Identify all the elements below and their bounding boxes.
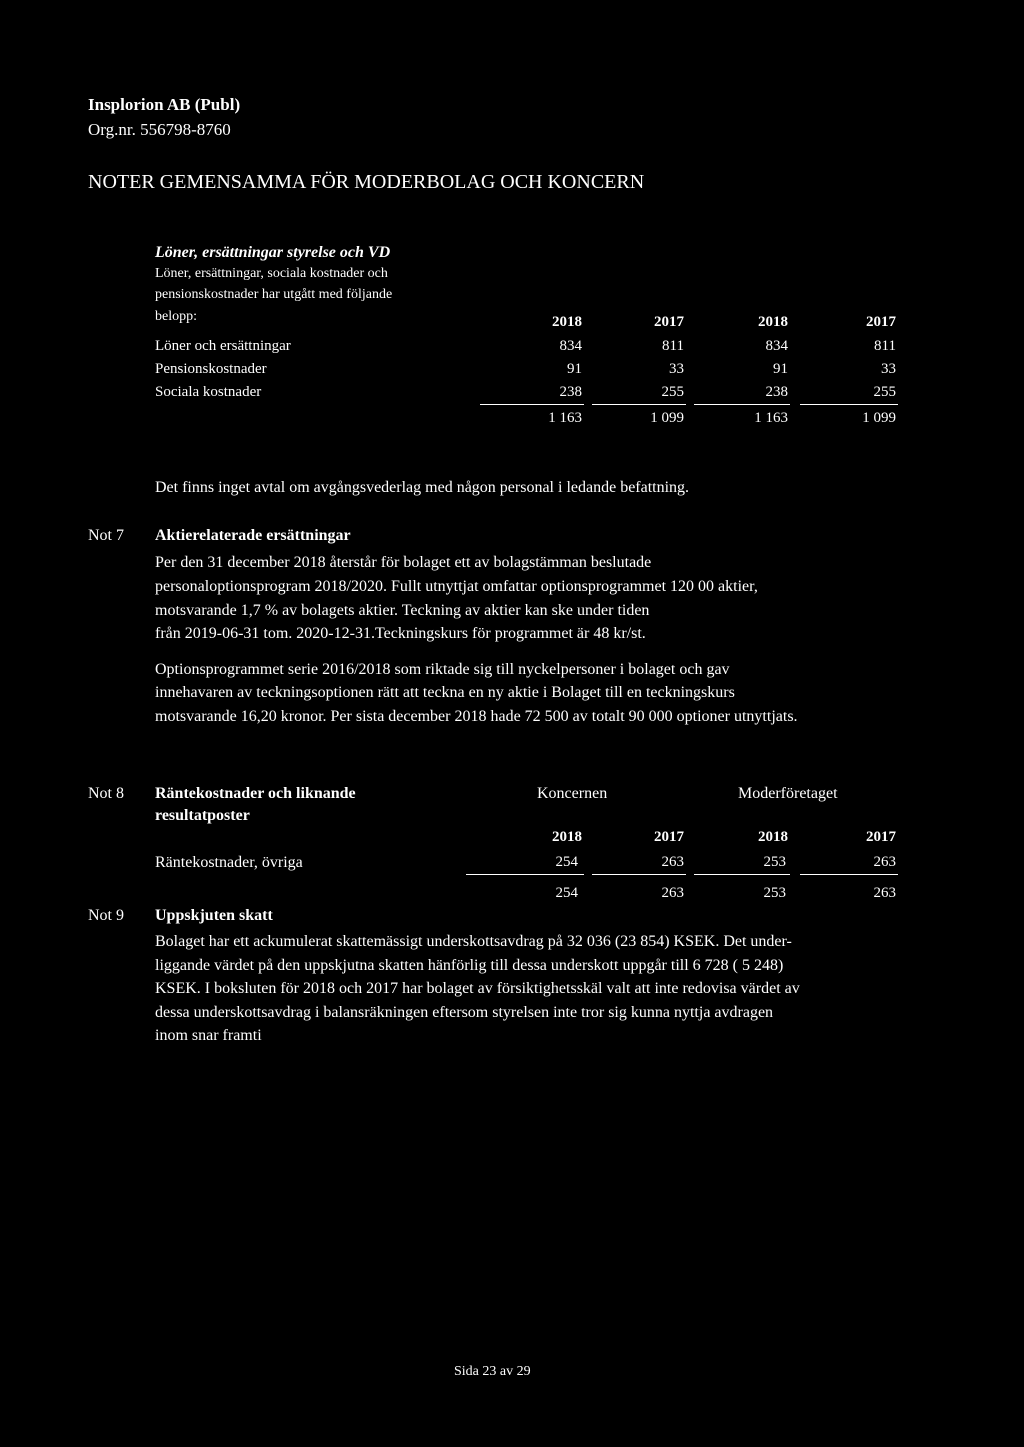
not8-year-1: 2018 (552, 829, 582, 845)
page-title: NOTER GEMENSAMMA FÖR MODERBOLAG OCH KONCERN (88, 171, 645, 193)
salaries-sum-rule (480, 404, 584, 405)
salaries-sum-rule (592, 404, 686, 405)
salaries-row-label: Pensionskostnader (155, 361, 267, 377)
not7-para1-line: motsvarande 1,7 % av bolagets aktier. Teckning av aktier kan ske under tiden (155, 602, 650, 619)
salaries-row-value: 834 (559, 338, 582, 354)
salaries-total: 1 163 (754, 410, 788, 426)
not9-number: Not 9 (88, 907, 124, 924)
salaries-note: Det finns inget avtal om avgångsvederlag med någon personal i ledande befattning. (155, 479, 690, 496)
salaries-year-4: 2017 (866, 314, 896, 330)
org-number: Org.nr. 556798-8760 (88, 120, 231, 139)
not7-para2-line: innehavaren av teckningsoptionen rätt att teckna en ny aktie i Bolaget till en teckningskurs (155, 684, 735, 701)
page-number: Sida 23 av 29 (454, 1364, 531, 1379)
not8-total: 254 (555, 885, 578, 901)
salaries-sum-rule (800, 404, 898, 405)
salaries-row-label: Löner och ersättningar (155, 338, 291, 354)
not8-year-4: 2017 (866, 829, 896, 845)
not7-para1-line: personaloptionsprogram 2018/2020. Fullt utnyttjat omfattar optionsprogrammet 120 00 aktier, (155, 578, 758, 595)
not8-heading-line-2: resultatposter (155, 807, 250, 824)
not8-group-moderforetaget: Moderföretaget (738, 785, 838, 802)
not8-heading-line-1: Räntekostnader och liknande (155, 785, 356, 802)
not8-sum-rule (466, 874, 584, 875)
not8-row-value: 263 (661, 854, 684, 870)
salaries-total: 1 163 (548, 410, 582, 426)
salaries-row-value: 238 (765, 384, 788, 400)
salaries-row-value: 811 (662, 338, 684, 354)
not9-line: dessa underskottsavdrag i balansräkningen eftersom styrelsen inte tror sig kunna nyttja avdragen (155, 1004, 774, 1021)
not9-line: inom snar framti (155, 1027, 262, 1044)
not8-row-value: 254 (555, 854, 578, 870)
not8-row-value: 263 (873, 854, 896, 870)
not9-line: liggande värdet på den uppskjutna skatten hänförlig till dessa underskott uppgår till 6 728 ( 5 248) (155, 957, 784, 974)
not8-sum-rule (800, 874, 898, 875)
not7-para1-line: Per den 31 december 2018 återstår för bolaget ett av bolagstämman beslutade (155, 554, 652, 571)
salaries-total: 1 099 (650, 410, 684, 426)
salaries-row-value: 834 (765, 338, 788, 354)
not8-row-label: Räntekostnader, övriga (155, 854, 303, 871)
not9-heading: Uppskjuten skatt (155, 907, 273, 924)
not7-para2-line: motsvarande 16,20 kronor. Per sista december 2018 hade 72 500 av totalt 90 000 optioner utnyttjats. (155, 708, 798, 725)
not9-line: KSEK. I boksluten för 2018 och 2017 har bolaget av försiktighetsskäl valt att inte redovisa värdet av (155, 980, 800, 997)
salaries-row-value: 255 (873, 384, 896, 400)
not8-total: 263 (873, 885, 896, 901)
not7-para1-line: från 2019-06-31 tom. 2020-12-31.Teckningskurs för programmet är 48 kr/st. (155, 625, 646, 642)
not8-total: 253 (763, 885, 786, 901)
salaries-heading: Löner, ersättningar styrelse och VD (155, 244, 391, 261)
not9-line: Bolaget har ett ackumulerat skattemässigt underskottsavdrag på 32 036 (23 854) KSEK. Det under- (155, 933, 792, 950)
salaries-year-3: 2018 (758, 314, 788, 330)
salaries-row-value: 33 (881, 361, 896, 377)
salaries-row-value: 811 (874, 338, 896, 354)
not8-total: 263 (661, 885, 684, 901)
salaries-row-value: 91 (567, 361, 582, 377)
salaries-row-value: 91 (773, 361, 788, 377)
salaries-intro-line-1: Löner, ersättningar, sociala kostnader och (155, 266, 388, 281)
salaries-row-value: 238 (559, 384, 582, 400)
not8-year-3: 2018 (758, 829, 788, 845)
not8-row-value: 253 (763, 854, 786, 870)
not8-year-2: 2017 (654, 829, 684, 845)
salaries-year-2: 2017 (654, 314, 684, 330)
not7-heading: Aktierelaterade ersättningar (155, 527, 351, 544)
salaries-row-value: 33 (669, 361, 684, 377)
salaries-total: 1 099 (862, 410, 896, 426)
salaries-year-1: 2018 (552, 314, 582, 330)
salaries-intro-line-2: pensionskostnader har utgått med följande (155, 287, 393, 302)
not8-sum-rule (694, 874, 790, 875)
salaries-row-label: Sociala kostnader (155, 384, 262, 400)
not8-number: Not 8 (88, 785, 124, 802)
not8-group-koncernen: Koncernen (537, 785, 608, 802)
not7-number: Not 7 (88, 527, 124, 544)
salaries-intro-line-3: belopp: (155, 309, 197, 324)
not8-sum-rule (592, 874, 686, 875)
salaries-row-value: 255 (661, 384, 684, 400)
not7-para2-line: Optionsprogrammet serie 2016/2018 som riktade sig till nyckelpersoner i bolaget och gav (155, 661, 730, 678)
salaries-sum-rule (694, 404, 790, 405)
company-name: Insplorion AB (Publ) (88, 95, 241, 114)
